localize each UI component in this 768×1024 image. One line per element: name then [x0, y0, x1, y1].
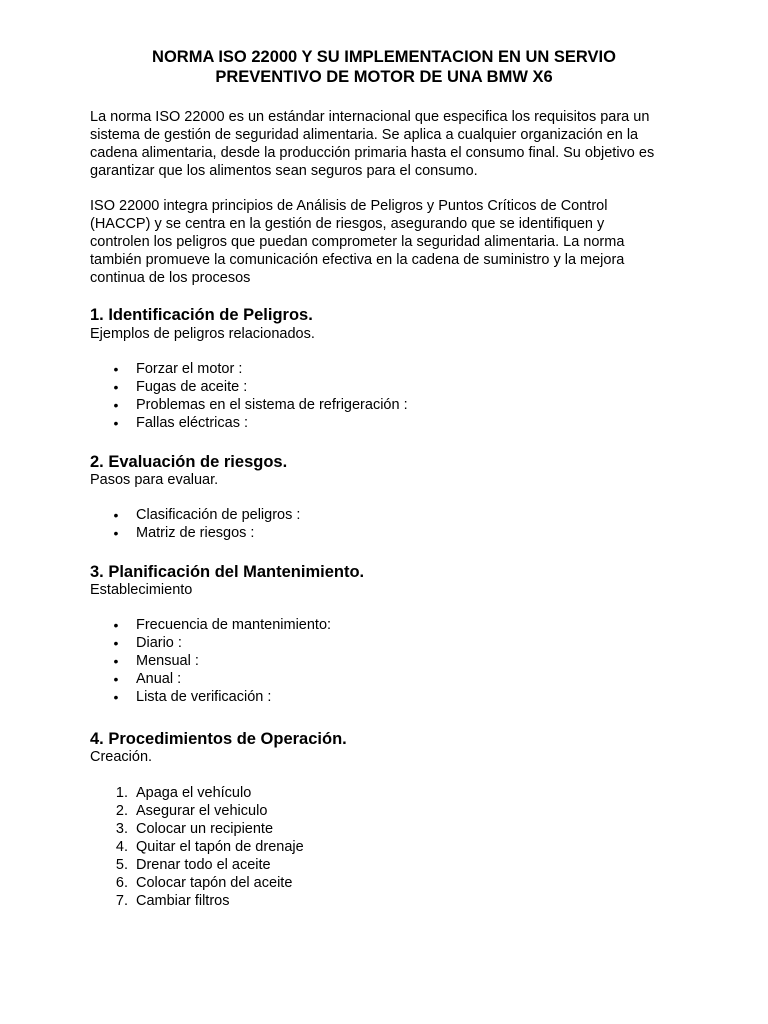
section-subtitle-3: Establecimiento: [90, 582, 193, 598]
bullet-icon: •: [113, 525, 119, 541]
list-item-text: Diario :: [136, 635, 182, 651]
bullet-icon: •: [113, 397, 119, 413]
paragraph-line: también promueve la comunicación efectiva en la cadena de suministro y la mejora: [90, 252, 625, 268]
list-number: 1.: [115, 785, 128, 801]
list-number: 2.: [115, 803, 128, 819]
list-item-text: Forzar el motor :: [136, 361, 243, 377]
section-heading-3: 3. Planificación del Mantenimiento.: [90, 563, 365, 581]
paragraph-line: cadena alimentaria, desde la producción primaria hasta el consumo final. Su objetivo es: [90, 145, 655, 161]
section-subtitle-1: Ejemplos de peligros relacionados.: [90, 326, 315, 342]
bullet-icon: •: [113, 507, 119, 523]
list-item-text: Colocar un recipiente: [136, 821, 274, 837]
paragraph-line: La norma ISO 22000 es un estándar internacional que especifica los requisitos para un: [90, 109, 650, 125]
intro-paragraph-2: [90, 197, 700, 287]
list-item-text: Apaga el vehículo: [136, 785, 252, 801]
bullet-icon: •: [113, 671, 119, 687]
list-number: 7.: [115, 893, 128, 909]
document-title: [60, 47, 708, 87]
list-number: 3.: [115, 821, 128, 837]
section-subtitle-2: Pasos para evaluar.: [90, 472, 219, 488]
intro-paragraph-1: [90, 108, 700, 180]
bullet-icon: •: [113, 635, 119, 651]
paragraph-line: continua de los procesos: [90, 270, 251, 286]
section-heading-4: 4. Procedimientos de Operación.: [90, 730, 347, 748]
list-item-text: Lista de verificación :: [136, 689, 272, 705]
list-item-text: Mensual :: [136, 653, 199, 669]
list-number: 5.: [115, 857, 128, 873]
paragraph-line: sistema de gestión de seguridad alimentaria. Se aplica a cualquier organización en la: [90, 127, 639, 143]
list-number: 4.: [115, 839, 128, 855]
paragraph-line: ISO 22000 integra principios de Análisis de Peligros y Puntos Críticos de Control: [90, 198, 608, 214]
section-heading-1: 1. Identificación de Peligros.: [90, 306, 313, 324]
title-line-2: PREVENTIVO DE MOTOR DE UNA BMW X6: [215, 68, 553, 86]
list-number: 6.: [115, 875, 128, 891]
title-line-1: NORMA ISO 22000 Y SU IMPLEMENTACION EN UN SERVIO: [152, 48, 616, 66]
list-item-text: Fallas eléctricas :: [136, 415, 249, 431]
bullet-icon: •: [113, 689, 119, 705]
list-item-text: Clasificación de peligros :: [136, 507, 301, 523]
bullet-icon: •: [113, 415, 119, 431]
list-item-text: Frecuencia de mantenimiento:: [136, 617, 332, 633]
list-item-text: Cambiar filtros: [136, 893, 230, 909]
paragraph-line: (HACCP) y se centra en la gestión de riesgos, asegurando que se identifiquen y: [90, 216, 605, 232]
section-heading-2: 2. Evaluación de riesgos.: [90, 453, 288, 471]
bullet-icon: •: [113, 361, 119, 377]
list-item-text: Asegurar el vehiculo: [136, 803, 268, 819]
bullet-icon: •: [113, 379, 119, 395]
list-item-text: Colocar tapón del aceite: [136, 875, 293, 891]
list-item-text: Matriz de riesgos :: [136, 525, 255, 541]
list-item-text: Anual :: [136, 671, 182, 687]
section-subtitle-4: Creación.: [90, 749, 153, 765]
list-item-text: Fugas de aceite :: [136, 379, 248, 395]
bullet-icon: •: [113, 653, 119, 669]
list-item-text: Problemas en el sistema de refrigeración :: [136, 397, 408, 413]
list-item-text: Quitar el tapón de drenaje: [136, 839, 304, 855]
paragraph-line: garantizar que los alimentos sean seguros para el consumo.: [90, 163, 478, 179]
bullet-icon: •: [113, 617, 119, 633]
paragraph-line: controlen los peligros que puedan comprometer la seguridad alimentaria. La norma: [90, 234, 625, 250]
list-item-text: Drenar todo el aceite: [136, 857, 271, 873]
